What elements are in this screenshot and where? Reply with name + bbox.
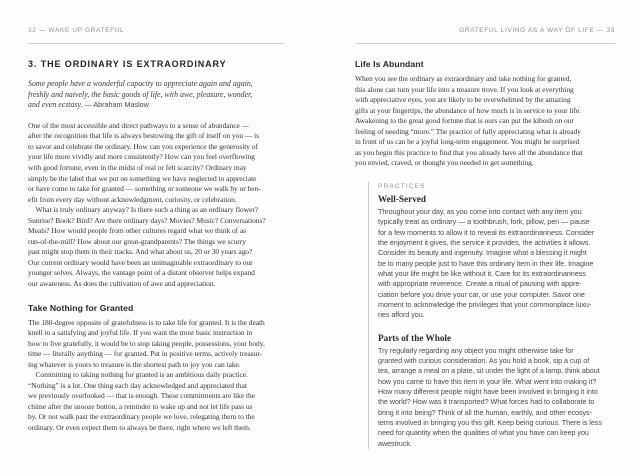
paragraph-life-abundant [355, 74, 615, 169]
text-line: moment to acknowledge the privileges that your commonplace luxu- [378, 300, 592, 310]
text-line: Throughout your day, as you come into contact with any item you [378, 206, 582, 216]
text-line: gifts at your fingertips, the abundance of how much is in service to your life. [355, 105, 581, 115]
text-line: simply be the label that we put on something we have neglected to appreciate [28, 173, 257, 183]
text-line: how to live gratefully, it would be to stop taking people, possessions, your body, [28, 338, 265, 348]
text-line: Try regularly regarding any object you might otherwise take for [378, 345, 574, 355]
text-line: When you see the ordinary as extraordinary and take nothing for granted, [355, 74, 572, 83]
epigraph [28, 79, 285, 111]
text-line: Meals? How would people from other cultures regard what we think of as [28, 226, 247, 236]
text-line: need for quantity when the qualities of what you have can keep you [378, 428, 589, 438]
text-line: this alone can turn your life into a treasure trove. If you look at everything [355, 84, 574, 94]
text-line: ordinary. Or even expect them to always be there, right where we left them. [28, 423, 251, 432]
text-line: as you begin this practice to find that you already have all the abundance that [355, 147, 583, 157]
text-line: One of the most accessible and direct pathways to a sense of abundance — [28, 120, 250, 130]
text-line: freshly and naively, the basic goods of life, with awe, pleasure, wonder, [28, 89, 253, 99]
epigraph-last-line [28, 100, 285, 111]
section-heading-life-abundant: Life Is Abundant [355, 59, 424, 69]
text-line: Consider its beauty and ingenuity. Imagine what a blessing it might [378, 248, 587, 258]
running-head-left: 32 — WAKE UP GRATEFUL [28, 27, 125, 34]
epigraph-attribution: — Abraham Maslow [84, 100, 149, 110]
text-line: your life more vividly and more consistently? How can you feel overflowing [28, 152, 255, 162]
text-line: the enjoyment it gives, the service it provides, the activities it allows. [378, 237, 591, 247]
practice-body-well-served [378, 207, 615, 321]
text-line: we previously overlooked — that is enough. These commitments are like the [28, 391, 255, 401]
text-line: Sunrise? Book? Bird? Are there ordinary days? Movies? Music? Conversations? [28, 215, 266, 225]
text-line: knell to a satisfying and joyful life. If you want the most basic instruction in [28, 328, 253, 338]
practices-section [368, 182, 615, 449]
text-line: The 180-degree opposite of gratefulness is to take life for granted. It is the death [28, 317, 265, 327]
right-page [355, 27, 615, 449]
text-line: by. Or not walk past the extraordinary people we love, relegating them to the [28, 412, 255, 422]
practice-title-well-served: Well-Served [378, 193, 426, 204]
text-line: after the recognition that life is always bestowing the gift of itself on you — is [28, 131, 260, 141]
header-rule-right [355, 43, 615, 44]
paragraph-take-nothing [28, 318, 285, 434]
text-line: with appropriate reverence. Create a ritual of pausing with appre- [378, 279, 582, 289]
text-line: in front of us can be a joyful long-term engagement. You might be surprised [355, 137, 580, 147]
text-line: What is truly ordinary anyway? Is there such a thing as an ordinary flower? [28, 205, 259, 215]
text-line: past might stop them in their tracks. And what about us, 20 or 30 years ago? [28, 247, 253, 257]
text-line: tea, arrange a meal on a plate, sit under the light of a lamp, think about [378, 366, 600, 376]
text-line: chime after the snooze button, a reminder to wake up and not let life pass us [28, 401, 253, 411]
text-line: ciation before you drive your car, or use your computer. Savor one [378, 289, 585, 299]
epigraph-end: and even ecstasy. [28, 100, 83, 110]
text-line: to savor and celebrate the ordinary. How can you experience the generosity of [28, 141, 258, 151]
text-line: bring it into being? Think of all the human, earthly, and other ecosys- [378, 407, 592, 417]
text-line: granted with curious consideration. As you hold a book, sip a cup of [378, 356, 590, 366]
text-line: feeling of needing “more.” The practice of fully appreciating what is already [355, 126, 581, 136]
text-line: you envied, craved, or thought you needed to get something. [355, 158, 534, 168]
running-head-right: GRATEFUL LIVING AS A WAY OF LIFE — 33 [459, 27, 615, 34]
text-line: be to many people just to have this ordinary item in their life. Imagine [378, 258, 594, 268]
text-line: Awakening to the great good fortune that is ours can put the kibosh on our [355, 116, 574, 126]
practices-label: PRACTICES [378, 182, 426, 190]
text-line: our awareness. As does the cultivation of awe and appreciation. [28, 278, 216, 288]
paragraph-ordinary [28, 121, 285, 290]
text-line: time — literally anything — for granted. Put in positive terms, actively treasur- [28, 349, 263, 359]
text-line: Some people have a wonderful capacity to appreciate again and again, [28, 79, 253, 88]
text-line: typically treat as ordinary — a toothbrush, fork, pillow, pen — pause [378, 217, 590, 227]
text-line: how you came to have this item in your life. What went into making it? [378, 376, 597, 386]
text-line: “Nothing” is a lot. One thing each day acknowledged and appreciated that [28, 380, 247, 390]
text-line: younger selves. Always, the vantage point of a distant observer helps expand [28, 268, 255, 278]
practice-body-parts-of-whole [378, 346, 615, 449]
chapter-title: 3. THE ORDINARY IS EXTRAORDINARY [28, 59, 227, 69]
text-line: ing whatever is yours to treasure is the shortest path to joy you can take. [28, 359, 241, 369]
text-line: with good fortune, even in the midst of real or felt scarcity? Ordinary may [28, 162, 247, 172]
text-line: ries afford you. [378, 310, 425, 320]
text-line: efit from every day without acknowledgment, curiosity, or celebration. [28, 194, 237, 204]
text-line: or have come to take for granted — something or someone we walk by or ben- [28, 184, 261, 194]
section-heading-take-nothing: Take Nothing for Granted [28, 302, 134, 313]
text-line: for a few moments to allow it to reveal its extraordinariness. Consider [378, 227, 595, 237]
text-line: with appreciative eyes, you are likely to be overwhelmed by the amazing [355, 95, 571, 105]
text-line: what your life might be like without it. Care for its extraordinariness [378, 268, 586, 278]
text-line: the world? How was it transported? What forces had to collaborate to [378, 397, 595, 407]
text-line: awestruck. [378, 438, 412, 448]
text-line: tems involved in bringing you this gift. Keep being curious. There is less [378, 418, 602, 428]
text-line: run-of-the-mill? How about our great-grandparents? The things we scurry [28, 236, 246, 246]
text-line: Our current ordinary would have been an unimaginable extraordinary to our [28, 257, 253, 267]
text-line: How many different people might have been involved in bringing it into [378, 387, 598, 397]
epigraph-lines [28, 79, 285, 100]
practice-title-parts-of-whole: Parts of the Whole [378, 332, 452, 343]
left-page [28, 27, 285, 434]
text-line: Committing to taking nothing for granted is an ambitious daily practice. [28, 370, 248, 380]
header-rule-left [28, 43, 285, 44]
